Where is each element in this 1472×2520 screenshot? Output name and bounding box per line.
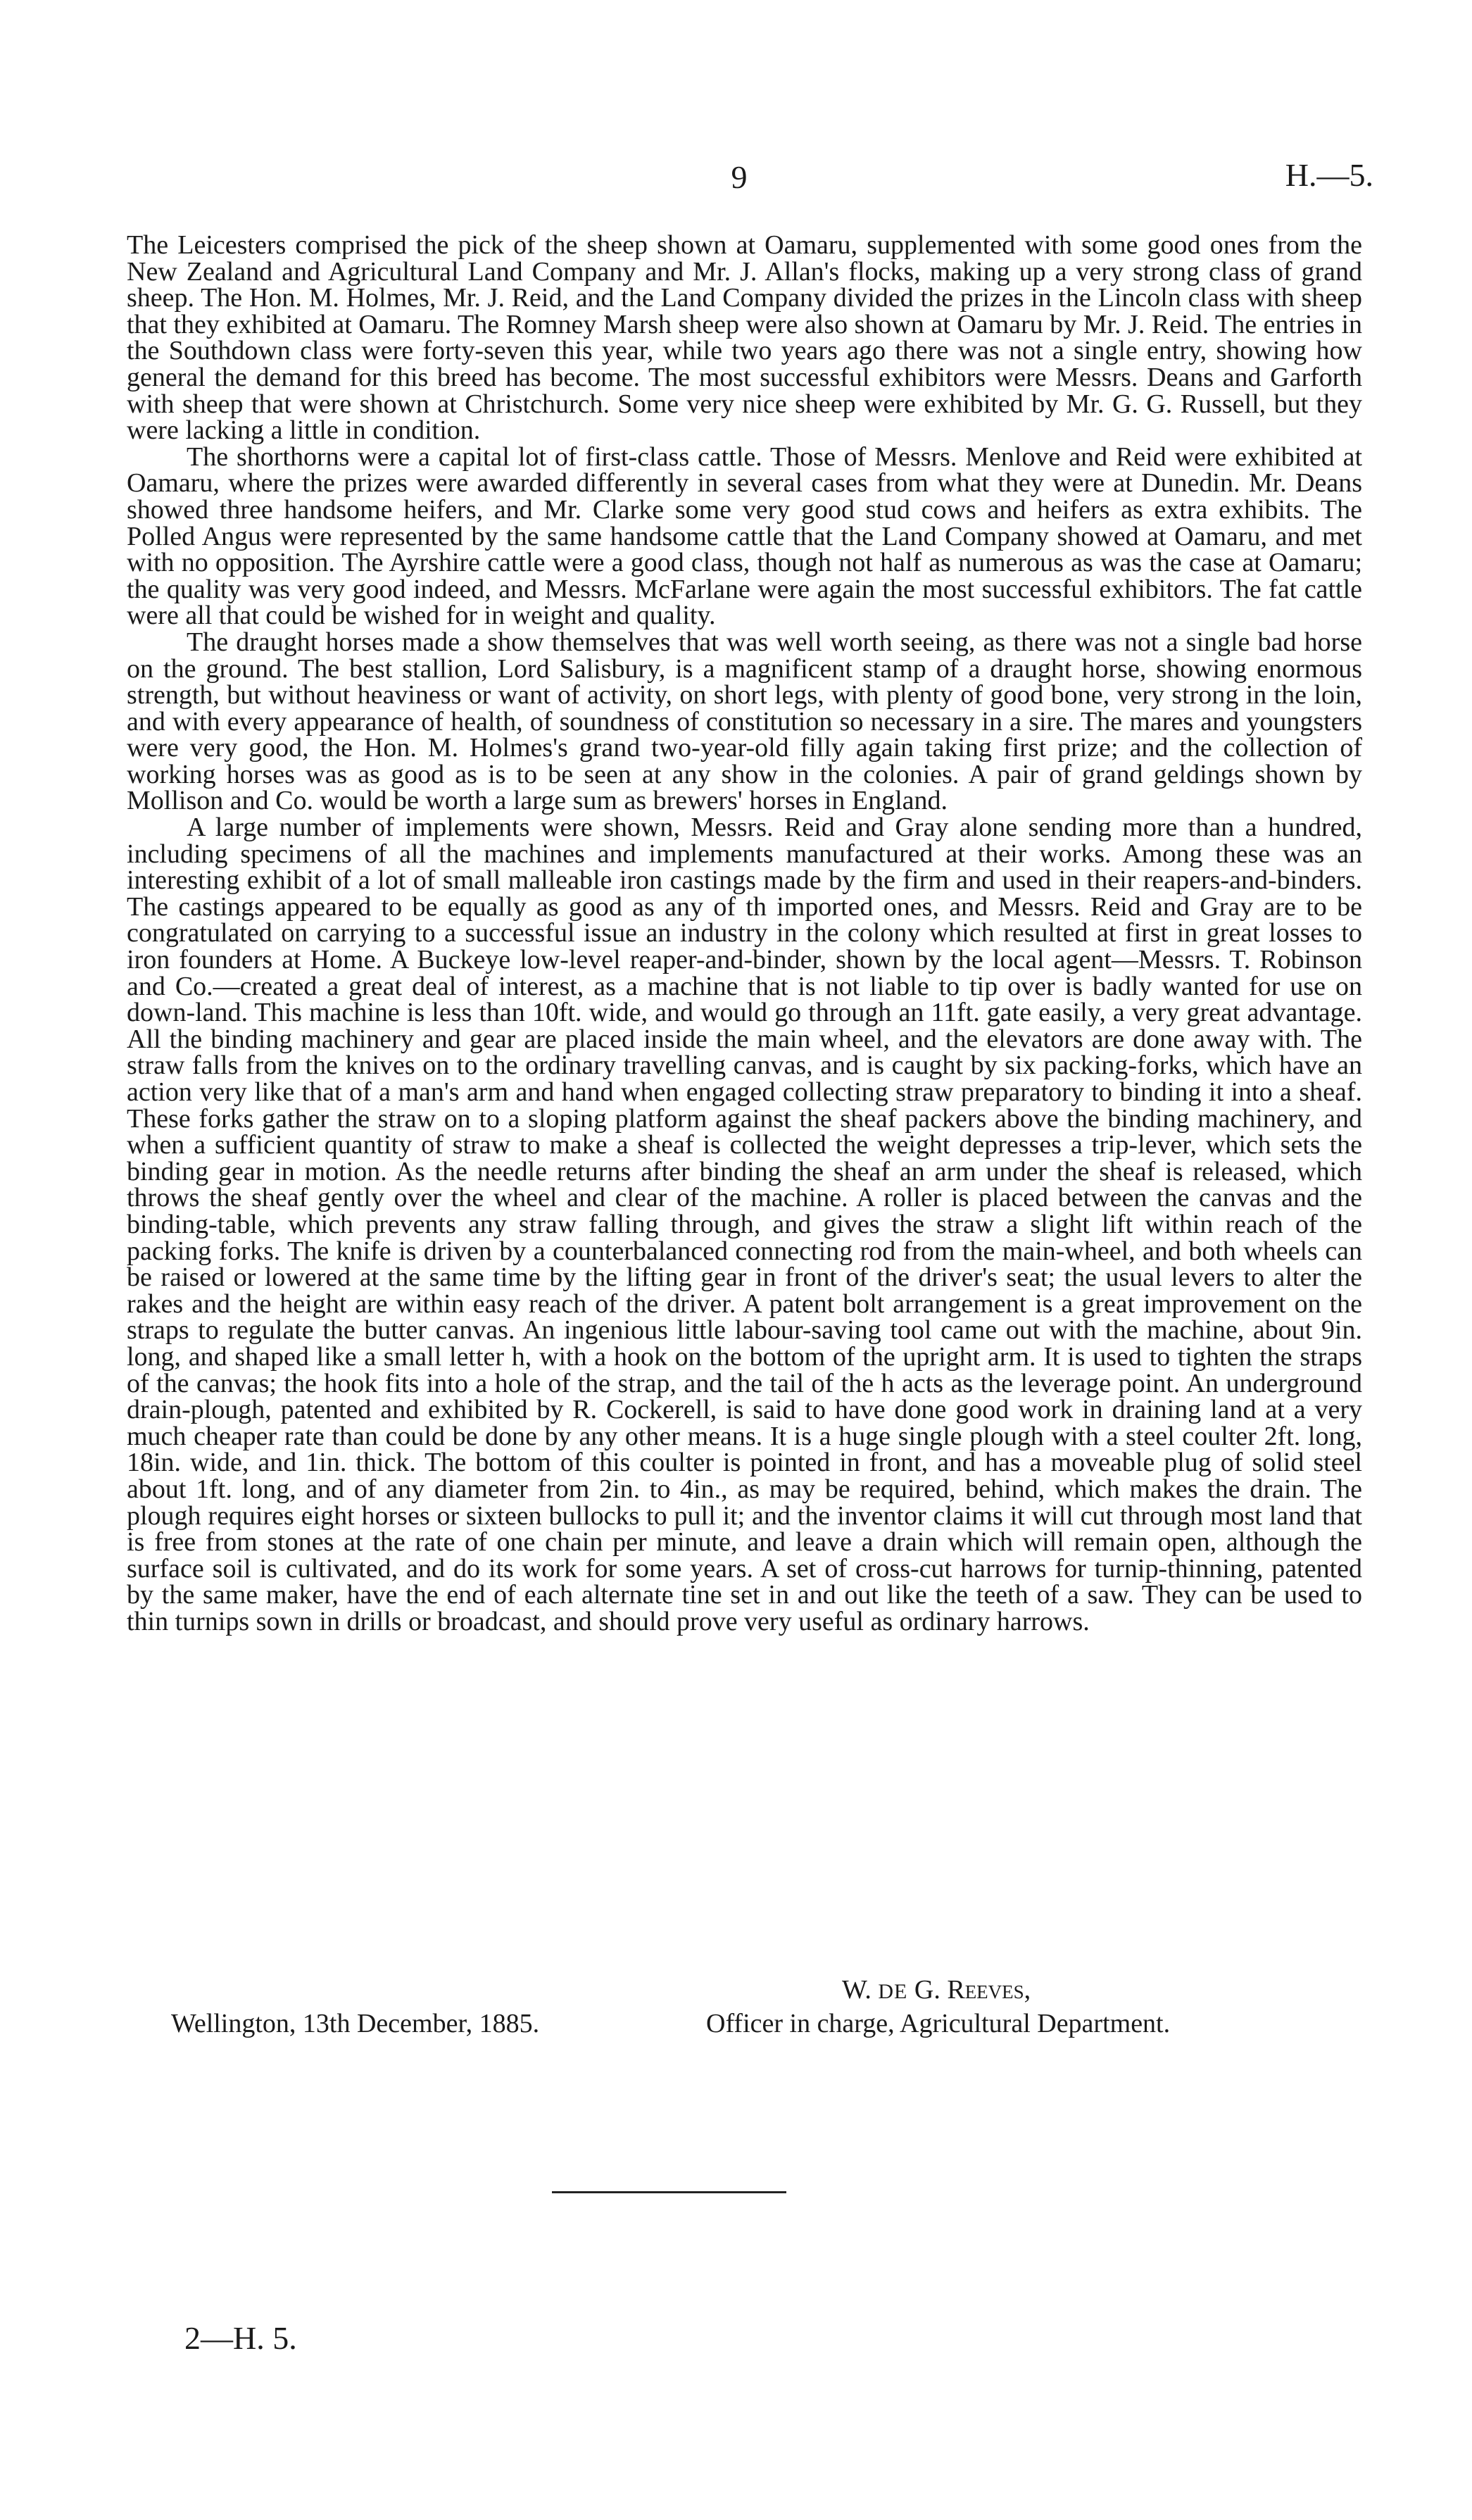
document-code: H.—5.	[1285, 157, 1373, 193]
paragraph-implements: A large number of implements were shown, Messrs. Reid and Gray alone sending more than a hundred, including specimens of all the machines and implements manufactured at their works. Among these was an interesting exhibit of a lot of small malleable iron castings made by the firm and used in their reapers-and-binders. The castings appeared to be equally as good as any of th imported ones, and Messrs. Reid and Gray are to be congratulated on carrying to a successful issue an industry in the colony which resulted at first in great losses to iron founders at Home. A Buckeye low-level reaper-and-binder, shown by the local agent—Messrs. T. Robinson and Co.—created a great deal of interest, as a machine that is not liable to tip over is badly wanted for use on down-land. This machine is less than 10ft. wide, and would go through an 11ft. gate easily, a very great advantage. All the binding machinery and gear are placed inside the main wheel, and the elevators are done away with. The straw falls from the knives on to the ordinary travelling canvas, and is caught by six packing-forks, which have an action very like that of a man's arm and hand when engaged collecting straw preparatory to binding it into a sheaf. These forks gather the straw on to a sloping platform against the sheaf packers above the binding machinery, and when a sufficient quantity of straw to make a sheaf is collected the weight depresses a trip-lever, which sets the binding gear in motion. As the needle returns after binding the sheaf an arm under the sheaf is released, which throws the sheaf gently over the wheel and clear of the machine. A roller is placed between the canvas and the binding-table, which prevents any straw falling through, and gives the straw a slight lift within reach of the packing forks. The knife is driven by a counterbalanced connecting rod from the main-wheel, and both wheels can be raised or lowered at the same time by the lifting gear in front of the driver's seat; the usual levers to alter the rakes and the height are within easy reach of the driver. A patent bolt arrangement is a great improvement on the straps to regulate the butter canvas. An ingenious little labour-saving tool came out with the machine, about 9in. long, and shaped like a small letter h, with a hook on the bottom of the upright arm. It is used to tighten the straps of the canvas; the hook fits into a hole of the strap, and the tail of the h acts as the leverage point. An underground drain-plough, patented and exhibited by R. Cockerell, is said to have done good work in draining land at a very much cheaper rate than could be done by any other means. It is a huge single plough with a steel coulter 2ft. long, 18in. wide, and 1in. thick. The bottom of this coulter is pointed in front, and has a moveable plug of solid steel about 1ft. long, and of any diameter from 2in. to 4in., as may be required, behind, which makes the drain. The plough requires eight horses or sixteen bullocks to pull it; and the inventor claims it will cut through most land that is free from stones at the rate of one chain per minute, and leave a drain which will remain open, although the surface soil is cultivated, and do its work for some years. A set of cross-cut harrows for turnip-thinning, patented by the same maker, have the end of each alternate tine set in and out like the teeth of a saw. They can be used to thin turnips sown in drills or broadcast, and should prove very useful as ordinary harrows.	[127, 813, 1362, 1636]
body-text	[127, 232, 1362, 1635]
signature-block	[0, 1974, 1472, 2059]
signer-title: Officer in charge, Agricultural Department.	[706, 2009, 1171, 2038]
divider-rule	[552, 2191, 786, 2193]
paragraph-horses: The draught horses made a show themselves that was well worth seeing, as there was not a single bad horse on the ground. The best stallion, Lord Salisbury, is a magnificent stamp of a draught horse, showing enormous strength, but without heaviness or want of activity, on short legs, with plenty of good bone, very strong in the loin, and with every appearance of health, of soundness of constitution so necessary in a sire. The mares and youngsters were very good, the Hon. M. Holmes's grand two-year-old filly again taking first prize; and the collection of working horses was as good as is to be seen at any show in the colonies. A pair of grand geldings shown by Mollison and Co. would be worth a large sum as brewers' horses in England.	[127, 627, 1362, 816]
paragraph-cattle: The shorthorns were a capital lot of first-class cattle. Those of Messrs. Menlove and Reid were exhibited at Oamaru, where the prizes were awarded differently in several cases from what they were at Dunedin. Mr. Deans showed three handsome heifers, and Mr. Clarke some very good stud cows and heifers as extra exhibits. The Polled Angus were represented by the same handsome cattle that the Land Company showed at Oamaru, and met with no opposition. The Ayrshire cattle were a good class, though not half as numerous as was the case at Oamaru; the quality was very good indeed, and Messrs. McFarlane were again the most successful exhibitors. The fat cattle were all that could be wished for in weight and quality.	[127, 441, 1362, 631]
footer-sheet-code: 2—H. 5.	[184, 2320, 297, 2356]
signer-middle-initial: G.	[914, 1975, 941, 2005]
signer-initial: W.	[842, 1975, 872, 2005]
signer-name	[842, 1974, 1031, 2005]
signer-particle: DE	[878, 1980, 908, 2003]
signer-surname: Reeves,	[947, 1975, 1031, 2005]
paragraph-sheep: The Leicesters comprised the pick of the sheep shown at Oamaru, supplemented with some good ones from the New Zealand and Agricultural Land Company and Mr. J. Allan's flocks, making up a very strong class of grand sheep. The Hon. M. Holmes, Mr. J. Reid, and the Land Company divided the prizes in the Lincoln class with sheep that they exhibited at Oamaru. The Romney Marsh sheep were also shown at Oamaru by Mr. J. Reid. The entries in the Southdown class were forty-seven this year, while two years ago there was not a single entry, showing how general the demand for this breed has become. The most successful exhibitors were Messrs. Deans and Garforth with sheep that were shown at Christchurch. Some very nice sheep were exhibited by Mr. G. G. Russell, but they were lacking a little in condition.	[127, 230, 1362, 446]
page-number: 9	[731, 159, 748, 195]
dateline: Wellington, 13th December, 1885.	[171, 2009, 540, 2038]
